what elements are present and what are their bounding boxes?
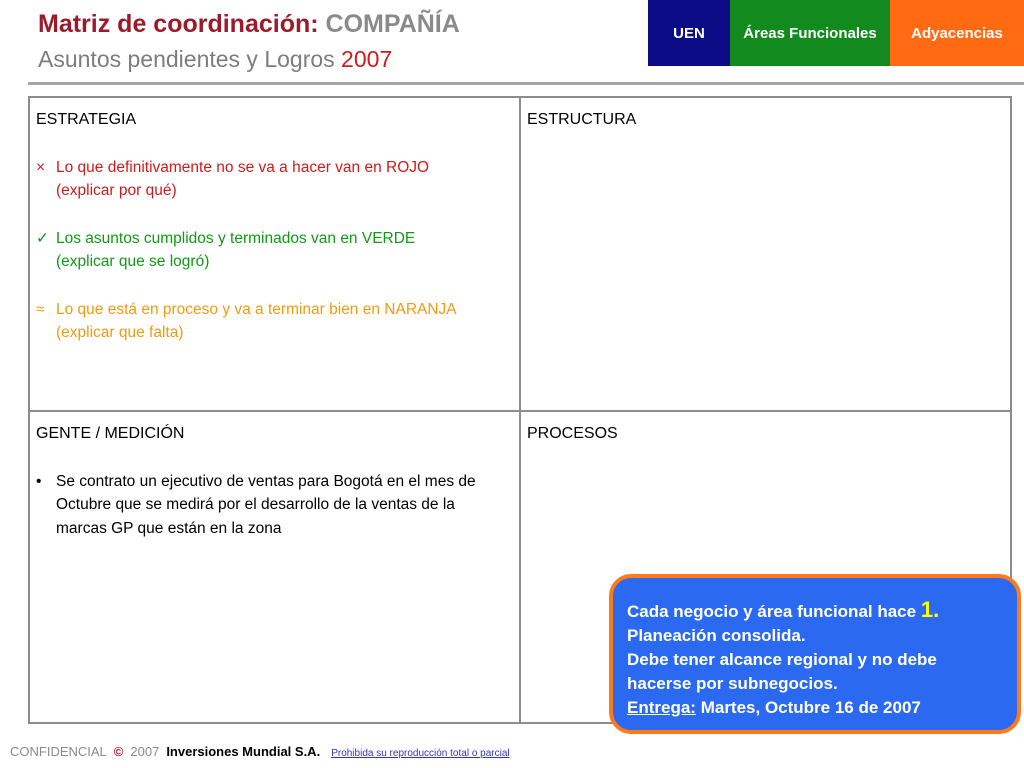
item-note: (explicar por qué) [56, 182, 177, 199]
subtitle-year: 2007 [341, 46, 393, 72]
item-text: Se contrato un ejecutivo de ventas para Bogotá en el mes de Octubre que se medirá por el desarrollo de la ventas de la marcas GP que están en la zona [56, 472, 476, 537]
cell-estructura [521, 98, 1010, 412]
footer-prohibited-link[interactable]: Prohibida su reproducción total o parcial [331, 748, 510, 759]
item-text: Lo que definitivamente no se va a hacer van en ROJO [56, 158, 430, 176]
tab-adyacencias[interactable] [890, 0, 1024, 66]
list-item [36, 298, 507, 345]
title-company: COMPAÑÍA [325, 10, 460, 38]
callout-delivery [627, 696, 1005, 720]
title-prefix: Matriz de coordinación: [38, 10, 319, 38]
list-item [36, 470, 507, 541]
callout-number: 1. [920, 597, 940, 622]
footer-year: 2007 [130, 744, 160, 759]
callout-line3: Debe tener alcance regional y no debe hacerse por subnegocios. [627, 650, 937, 693]
page-subtitle [38, 46, 392, 73]
tab-uen-label: UEN [673, 24, 705, 42]
footer-company: Inversiones Mundial S.A. [166, 744, 321, 759]
page-title [38, 10, 460, 39]
approx-icon: ≈ [36, 300, 45, 318]
list-item [36, 156, 507, 203]
nav-tabs [648, 0, 1024, 66]
delivery-value: Martes, Octubre 16 de 2007 [700, 698, 921, 717]
cell-procesos-title: PROCESOS [527, 425, 618, 442]
header-divider [28, 82, 1024, 85]
cell-estrategia-title: ESTRATEGIA [36, 111, 137, 128]
tab-areas-funcionales-label: Áreas Funcionales [743, 24, 877, 42]
footer [10, 744, 510, 759]
tab-areas-funcionales[interactable] [730, 0, 890, 66]
subtitle-text: Asuntos pendientes y Logros [38, 46, 335, 72]
check-mark-icon: ✓ [36, 229, 49, 247]
copyright-icon: © [113, 744, 124, 759]
cell-estrategia [30, 98, 521, 412]
tab-uen[interactable] [648, 0, 730, 66]
instructions-callout [609, 574, 1021, 734]
tab-adyacencias-label: Adyacencias [911, 24, 1003, 42]
list-item [36, 227, 507, 274]
bullet-icon: • [36, 472, 42, 490]
cell-gente-medicion [30, 412, 521, 722]
x-mark-icon: × [36, 158, 46, 176]
callout-line2: Planeación consolida. [627, 626, 806, 645]
item-text: Los asuntos cumplidos y terminados van en VERDE [56, 229, 416, 247]
callout-line1 [627, 598, 1005, 624]
item-text: Lo que está en proceso y va a terminar bien en NARANJA [56, 300, 457, 318]
item-note: (explicar que falta) [56, 324, 184, 341]
cell-estructura-title: ESTRUCTURA [527, 111, 637, 128]
cell-gente-medicion-title: GENTE / MEDICIÓN [36, 425, 185, 442]
item-note: (explicar que se logró) [56, 253, 210, 270]
footer-confidential: CONFIDENCIAL [10, 744, 107, 759]
delivery-label: Entrega: [627, 698, 696, 717]
callout-line1-text: Cada negocio y área funcional hace [627, 602, 917, 621]
